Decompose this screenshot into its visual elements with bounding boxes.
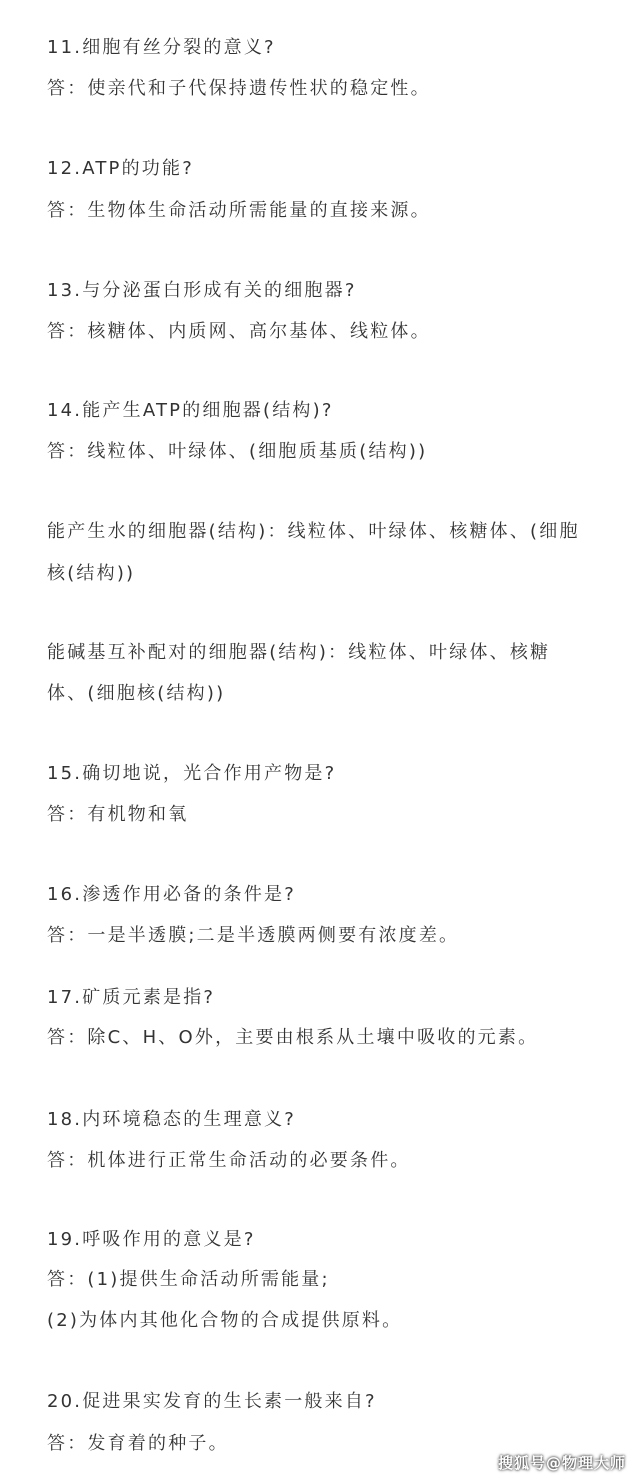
answer-14: 答：线粒体、叶绿体、(细胞质基质(结构)): [47, 441, 428, 462]
note-base-pair: 能碱基互补配对的细胞器(结构)：线粒体、叶绿体、核糖: [47, 642, 551, 663]
question-14: 14.能产生ATP的细胞器(结构)?: [47, 400, 334, 421]
question-20: 20.促进果实发育的生长素一般来自?: [47, 1391, 377, 1412]
answer-11: 答：使亲代和子代保持遗传性状的稳定性。: [47, 78, 431, 99]
watermark: 搜狐号@物理大师: [497, 1454, 626, 1472]
question-11: 11.细胞有丝分裂的意义?: [47, 37, 276, 58]
answer-19-part1: 答：(1)提供生命活动所需能量;: [47, 1269, 330, 1290]
note-water: 能产生水的细胞器(结构)：线粒体、叶绿体、核糖体、(细胞: [47, 521, 580, 542]
answer-20: 答：发育着的种子。: [47, 1433, 229, 1454]
question-12: 12.ATP的功能?: [47, 158, 194, 179]
question-18: 18.内环境稳态的生理意义?: [47, 1109, 296, 1130]
note-base-pair-cont: 体、(细胞核(结构)): [47, 683, 226, 704]
question-13: 13.与分泌蛋白形成有关的细胞器?: [47, 280, 357, 301]
question-19: 19.呼吸作用的意义是?: [47, 1229, 256, 1250]
answer-16: 答：一是半透膜;二是半透膜两侧要有浓度差。: [47, 925, 460, 946]
answer-13: 答：核糖体、内质网、高尔基体、线粒体。: [47, 321, 431, 342]
question-16: 16.渗透作用必备的条件是?: [47, 884, 296, 905]
answer-12: 答：生物体生命活动所需能量的直接来源。: [47, 200, 431, 221]
answer-17: 答：除C、H、O外，主要由根系从土壤中吸收的元素。: [47, 1027, 539, 1048]
note-water-cont: 核(结构)): [47, 563, 136, 584]
question-15: 15.确切地说，光合作用产物是?: [47, 763, 337, 784]
answer-19-part2: (2)为体内其他化合物的合成提供原料。: [47, 1310, 403, 1331]
question-17: 17.矿质元素是指?: [47, 987, 216, 1008]
answer-15: 答：有机物和氧: [47, 804, 189, 825]
answer-18: 答：机体进行正常生命活动的必要条件。: [47, 1150, 411, 1171]
